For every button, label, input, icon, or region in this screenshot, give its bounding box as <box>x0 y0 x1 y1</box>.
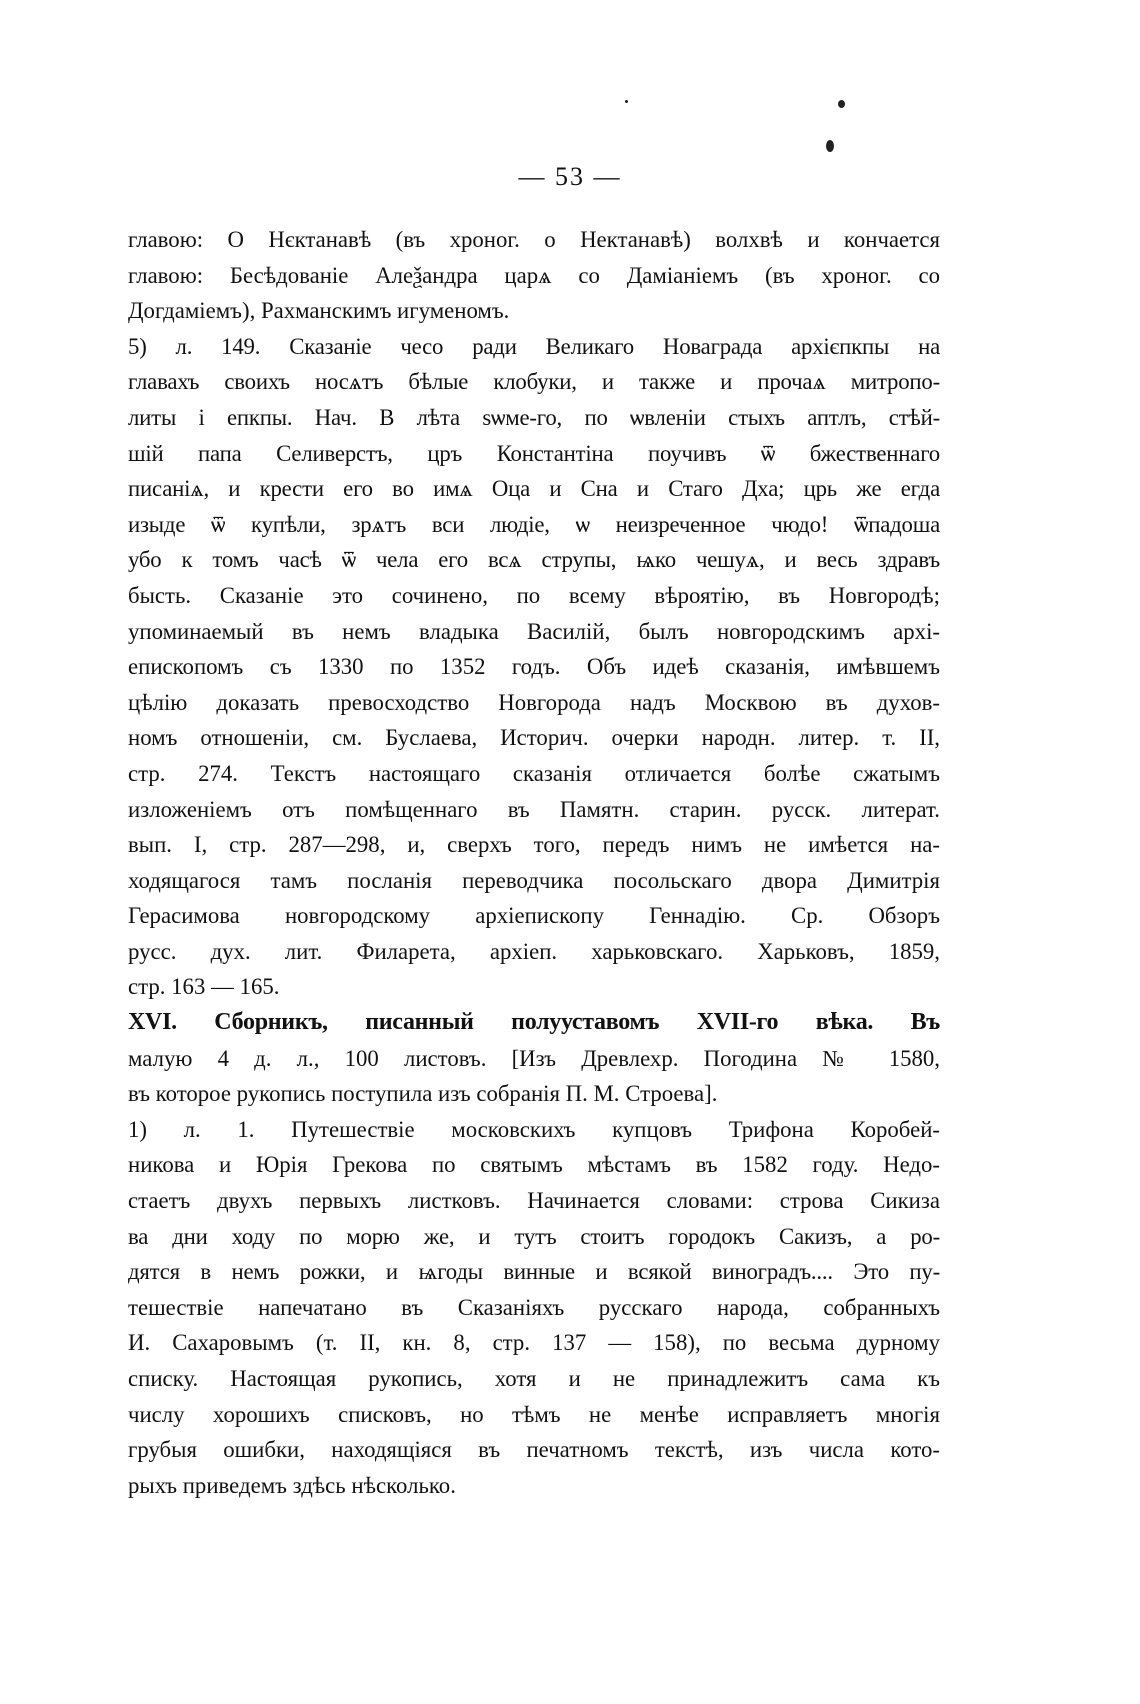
text-line: стр. 163 — 165. <box>128 974 280 1000</box>
text-line: бысть. Сказаніе это сочинено, по всему вѣроятію, въ Новгородѣ; <box>128 582 940 608</box>
text-line: грубыя ошибки, находящіяся въ печатномъ текстѣ, изъ числа кото- <box>128 1437 940 1463</box>
text-line: Догдаміемъ), Рахманскимъ игуменомъ. <box>128 298 510 324</box>
text-line: упоминаемый въ немъ владыка Василій, былъ новгородскимъ архі- <box>128 618 940 644</box>
section-heading-line: XVI. Сборникъ, писанный полууставомъ XVII-го вѣка. Въ <box>128 1009 940 1036</box>
text-line: рыхъ приведемъ здѣсь нѣсколько. <box>128 1472 456 1498</box>
text-line: главахъ своихъ носѧтъ бѣлые клобуки, и также и прочаѧ митропо- <box>128 369 940 395</box>
page-number: — 53 — <box>518 162 622 191</box>
text-line: тешествіе напечатано въ Сказаніяхъ русскаго народа, собранныхъ <box>128 1294 940 1320</box>
text-line: номъ отношеніи, см. Буслаева, Историч. очерки народн. литер. т. II, <box>128 725 940 751</box>
text-line: дятся в немъ рожки, и ѩгоды винные и всякой виноградъ.... Это пу- <box>128 1259 940 1285</box>
text-line: главою: Бесѣдованіе Алеѯандра царѧ со Даміаніемъ (въ хроног. со <box>128 262 940 288</box>
text-line: числу хорошихъ списковъ, но тѣмъ не менѣе исправляетъ многія <box>128 1401 940 1427</box>
text-line: никова и Юрія Грекова по святымъ мѣстамъ въ 1582 году. Недо- <box>128 1152 940 1178</box>
text-line: списку. Настоящая рукопись, хотя и не принадлежитъ сама къ <box>128 1366 940 1391</box>
text-line: цѣлію доказать превосходство Новгорода надъ Москвою въ духов- <box>128 689 940 715</box>
text-line: вып. I, стр. 287—298, и, сверхъ того, передъ нимъ не имѣется на- <box>128 832 940 858</box>
text-line: писаніѧ, и крести его во имѧ Оца и Сна и Стаго Дха; црь же егда <box>128 476 940 502</box>
text-line: литы і епкпы. Нач. В лѣта ѕѡме-го, по ѡвленіи стыхъ аптлъ, стѣй- <box>128 404 940 430</box>
text-line: въ которое рукопись поступила изъ собранія П. М. Строева]. <box>128 1081 718 1107</box>
text-line: шій папа Селиверстъ, цръ Константіна поучивъ ѿ бжественнаго <box>128 440 940 466</box>
text-line: ва дни ходу по морю же, и тутъ стоитъ городокъ Сакизъ, а ро- <box>128 1223 940 1249</box>
text-line: убо к томъ часѣ ѿ чела его всѧ струпы, ѩко чешуѧ, и весь здравъ <box>128 547 940 573</box>
text-line: епископомъ съ 1330 по 1352 годъ. Объ идеѣ сказанія, имѣвшемъ <box>128 654 940 680</box>
text-line: изыде ѿ купѣли, зрѧтъ вси людіе, ѡ неизреченное чюдо! ѿпадоша <box>128 511 940 537</box>
text-line: стаетъ двухъ первыхъ листковъ. Начинается словами: строва Сикиза <box>128 1188 940 1214</box>
text-line: малую 4 д. л., 100 листовъ. [Изъ Древлехр. Погодина № 1580, <box>128 1045 940 1071</box>
text-line: 5) л. 149. Сказаніе чесо ради Великаго Новаграда архієпкпы на <box>128 333 940 359</box>
text-line: 1) л. 1. Путешествіе московскихъ купцовъ Трифона Коробей- <box>128 1116 940 1142</box>
print-speck <box>625 100 628 103</box>
text-line: стр. 274. Текстъ настоящаго сказанія отличается болѣе сжатымъ <box>128 760 940 786</box>
text-line: главою: О Нєктанавѣ (въ хроног. о Нектанавѣ) волхвѣ и кончается <box>128 227 940 252</box>
text-line: ходящагося тамъ посланія переводчика посольскаго двора Димитрія <box>128 867 940 893</box>
text-line: Герасимова новгородскому архіепископу Геннадію. Ср. Обзоръ <box>128 903 940 929</box>
text-line: И. Сахаровымъ (т. II, кн. 8, стр. 137 — 158), по весьма дурному <box>128 1330 940 1356</box>
print-speck <box>826 140 834 152</box>
text-line: русс. дух. лит. Филарета, архіеп. харьковскаго. Харьковъ, 1859, <box>128 938 940 964</box>
body-text <box>128 222 940 1503</box>
text-line: изложеніемъ отъ помѣщеннаго въ Памятн. старин. русск. литерат. <box>128 796 940 822</box>
print-speck <box>838 100 845 108</box>
